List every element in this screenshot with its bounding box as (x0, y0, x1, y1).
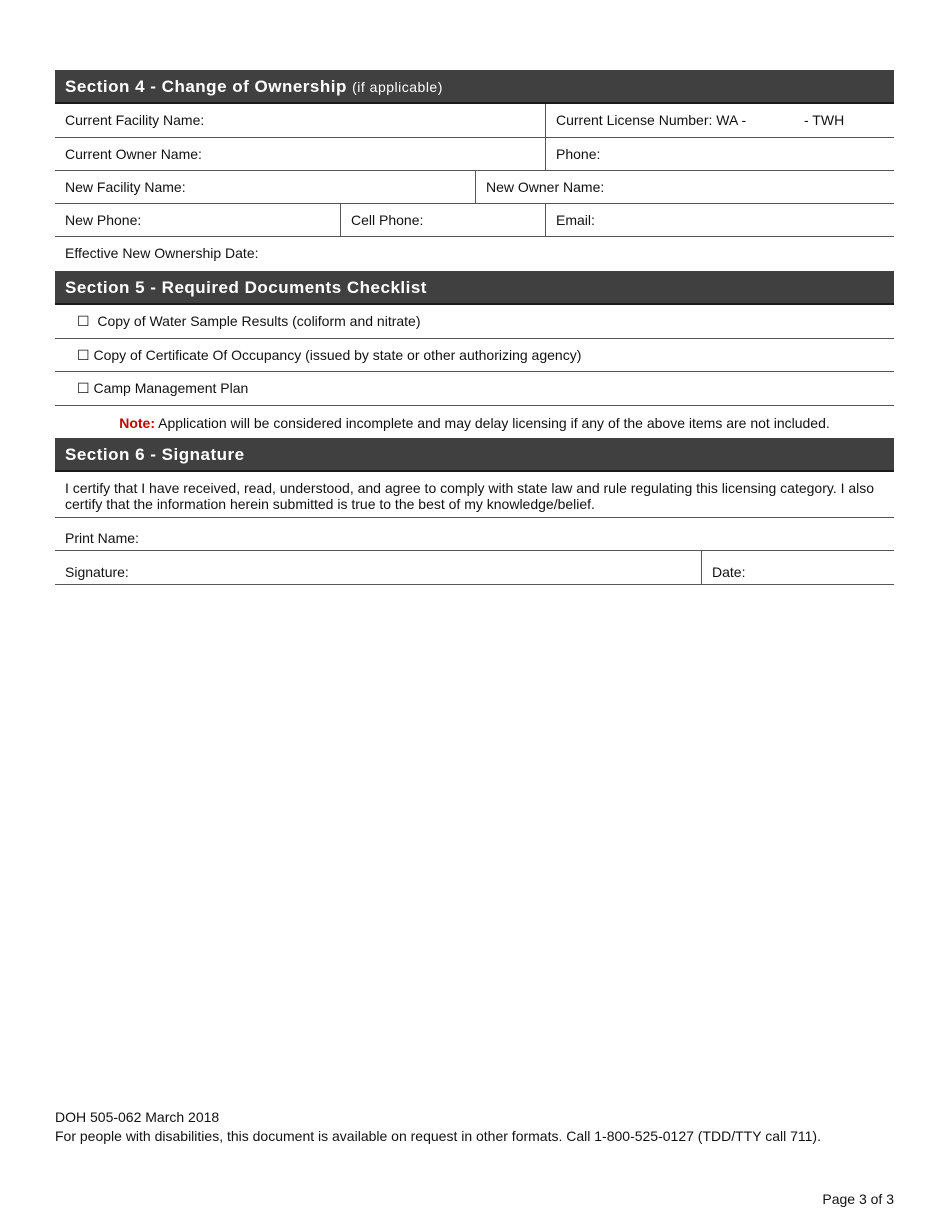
row-current-facility (55, 104, 894, 138)
label: Current Facility Name: (65, 112, 205, 128)
checklist-item[interactable] (55, 339, 894, 372)
new-facility-name-field[interactable] (55, 171, 475, 203)
label: Phone: (556, 146, 601, 162)
row-new-facility (55, 171, 894, 204)
certification-row (55, 472, 894, 518)
signature-row (55, 551, 894, 585)
label: New Owner Name: (486, 179, 605, 195)
checklist-label: Copy of Certificate Of Occupancy (issued by state or other authorizing agency) (93, 347, 582, 363)
label: New Phone: (65, 212, 142, 228)
current-facility-name-field[interactable] (55, 104, 545, 137)
checklist-label: Copy of Water Sample Results (coliform and nitrate) (97, 313, 421, 329)
note-row (55, 406, 894, 438)
license-suffix: - TWH (804, 112, 845, 128)
row-current-owner (55, 138, 894, 171)
note-text: Application will be considered incomplete and may delay licensing if any of the above items are not included. (158, 415, 830, 431)
label: Date: (712, 564, 746, 580)
phone-field[interactable] (545, 138, 894, 170)
section-4-header (55, 70, 894, 104)
section-6-header (55, 438, 894, 472)
label: Signature: (65, 564, 129, 580)
checkbox-icon[interactable]: ☐ (77, 347, 90, 363)
certification-text: I certify that I have received, read, understood, and agree to comply with state law and rule regulating this licensing category. I also certify that the information herein submitted is true to the best of my knowledge/belief. (65, 480, 875, 512)
section-4-subtitle: (if applicable) (352, 79, 443, 95)
section-4-title: Section 4 - Change of Ownership (65, 77, 347, 96)
section-5-header (55, 271, 894, 305)
cell-phone-field[interactable] (340, 204, 545, 236)
label: Effective New Ownership Date: (65, 245, 259, 261)
label: Current Owner Name: (65, 146, 202, 162)
label: Current License Number: WA - (556, 112, 747, 128)
label: New Facility Name: (65, 179, 186, 195)
accessibility-notice: For people with disabilities, this document is available on request in other formats. Call 1-800-525-0127 (TDD/TTY call 711). (55, 1128, 821, 1144)
new-owner-name-field[interactable] (475, 171, 894, 203)
checkbox-icon[interactable]: ☐ (77, 313, 90, 329)
label: Print Name: (65, 530, 139, 546)
note-label: Note: (119, 415, 156, 431)
label: Email: (556, 212, 595, 228)
current-license-number-field[interactable] (545, 104, 894, 137)
print-name-field[interactable] (55, 518, 894, 550)
signature-field[interactable] (55, 551, 701, 584)
checklist-item[interactable] (55, 372, 894, 406)
checklist-label: Camp Management Plan (93, 380, 249, 396)
new-phone-field[interactable] (55, 204, 340, 236)
row-effective-date (55, 237, 894, 271)
section-6-title: Section 6 - Signature (65, 445, 245, 464)
row-new-phone (55, 204, 894, 237)
checkbox-icon[interactable]: ☐ (77, 380, 90, 396)
print-name-row (55, 518, 894, 551)
email-field[interactable] (545, 204, 894, 236)
checklist-item[interactable] (55, 305, 894, 339)
section-5-title: Section 5 - Required Documents Checklist (65, 278, 427, 297)
document-id: DOH 505-062 March 2018 (55, 1109, 220, 1125)
current-owner-name-field[interactable] (55, 138, 545, 170)
effective-date-field[interactable] (55, 237, 894, 271)
date-field[interactable] (701, 551, 894, 584)
label: Cell Phone: (351, 212, 424, 228)
page-number: Page 3 of 3 (822, 1191, 894, 1207)
